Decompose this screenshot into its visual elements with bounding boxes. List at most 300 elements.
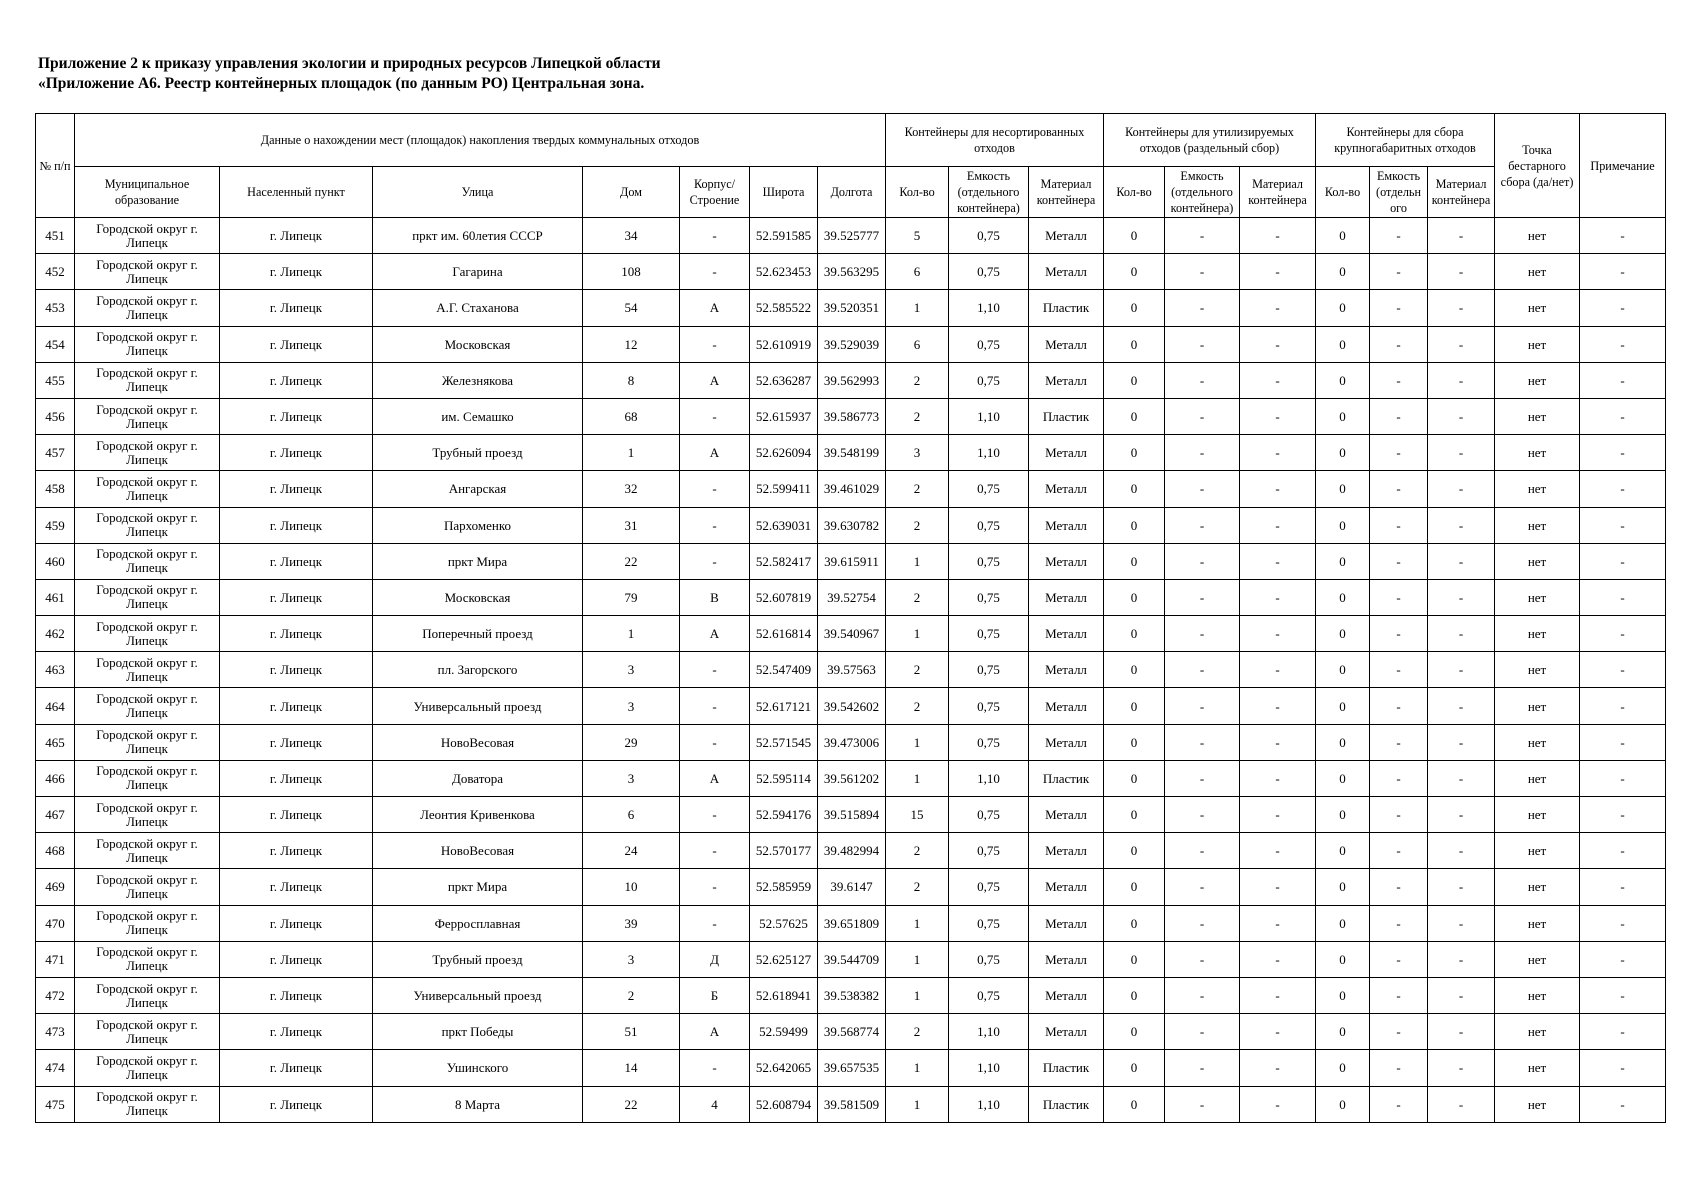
bagless-cell: нет	[1495, 1014, 1580, 1050]
settlement-cell: г. Липецк	[220, 543, 373, 579]
unsorted-capacity-cell: 1,10	[949, 398, 1029, 434]
recyclable-count-cell: 0	[1104, 833, 1165, 869]
table-row	[36, 1086, 1666, 1122]
bagless-cell: нет	[1495, 869, 1580, 905]
table-row	[36, 652, 1666, 688]
recyclable-count-cell: 0	[1104, 543, 1165, 579]
settlement-cell: г. Липецк	[220, 760, 373, 796]
building-cell: -	[680, 724, 750, 760]
unsorted-count-cell: 1	[886, 760, 949, 796]
bulky-capacity-cell: -	[1370, 543, 1428, 579]
col-group-bulky: Контейнеры для сбора крупногабаритных отходов	[1316, 114, 1495, 167]
note-cell: -	[1580, 254, 1666, 290]
unsorted-capacity-cell: 0,75	[949, 326, 1029, 362]
recyclable-capacity-cell: -	[1165, 652, 1240, 688]
col-header-recyclable-capacity: Емкость (отдельного контейнера)	[1165, 167, 1240, 218]
bulky-count-cell: 0	[1316, 1086, 1370, 1122]
street-cell: Ферросплавная	[373, 905, 583, 941]
recyclable-material-cell: -	[1240, 797, 1316, 833]
table-row	[36, 290, 1666, 326]
latitude-cell: 52.618941	[750, 977, 818, 1013]
longitude-cell: 39.538382	[818, 977, 886, 1013]
house-cell: 12	[583, 326, 680, 362]
bulky-capacity-cell: -	[1370, 616, 1428, 652]
bulky-count-cell: 0	[1316, 869, 1370, 905]
row-number: 467	[36, 797, 75, 833]
unsorted-count-cell: 6	[886, 326, 949, 362]
bulky-capacity-cell: -	[1370, 579, 1428, 615]
latitude-cell: 52.610919	[750, 326, 818, 362]
bulky-capacity-cell: -	[1370, 1014, 1428, 1050]
street-cell: Гагарина	[373, 254, 583, 290]
unsorted-capacity-cell: 0,75	[949, 218, 1029, 254]
building-cell: -	[680, 471, 750, 507]
table-row	[36, 905, 1666, 941]
latitude-cell: 52.585522	[750, 290, 818, 326]
settlement-cell: г. Липецк	[220, 977, 373, 1013]
unsorted-material-cell: Металл	[1029, 579, 1104, 615]
recyclable-count-cell: 0	[1104, 1086, 1165, 1122]
street-cell: пл. Загорского	[373, 652, 583, 688]
municipality-cell: Городской округ г. Липецк	[75, 1086, 220, 1122]
col-header-unsorted-capacity: Емкость (отдельного контейнера)	[949, 167, 1029, 218]
longitude-cell: 39.544709	[818, 941, 886, 977]
unsorted-material-cell: Металл	[1029, 435, 1104, 471]
longitude-cell: 39.548199	[818, 435, 886, 471]
note-cell: -	[1580, 652, 1666, 688]
latitude-cell: 52.571545	[750, 724, 818, 760]
house-cell: 22	[583, 543, 680, 579]
bulky-capacity-cell: -	[1370, 688, 1428, 724]
unsorted-count-cell: 2	[886, 507, 949, 543]
recyclable-count-cell: 0	[1104, 977, 1165, 1013]
settlement-cell: г. Липецк	[220, 398, 373, 434]
building-cell: А	[680, 290, 750, 326]
row-number: 469	[36, 869, 75, 905]
recyclable-capacity-cell: -	[1165, 905, 1240, 941]
bagless-cell: нет	[1495, 652, 1580, 688]
longitude-cell: 39.586773	[818, 398, 886, 434]
bagless-cell: нет	[1495, 290, 1580, 326]
unsorted-material-cell: Пластик	[1029, 1086, 1104, 1122]
note-cell: -	[1580, 797, 1666, 833]
bulky-count-cell: 0	[1316, 326, 1370, 362]
municipality-cell: Городской округ г. Липецк	[75, 507, 220, 543]
recyclable-material-cell: -	[1240, 760, 1316, 796]
municipality-cell: Городской округ г. Липецк	[75, 905, 220, 941]
bulky-capacity-cell: -	[1370, 218, 1428, 254]
table-row	[36, 760, 1666, 796]
col-header-street: Улица	[373, 167, 583, 218]
row-number: 455	[36, 362, 75, 398]
settlement-cell: г. Липецк	[220, 616, 373, 652]
row-number: 473	[36, 1014, 75, 1050]
table-row	[36, 977, 1666, 1013]
row-number: 471	[36, 941, 75, 977]
note-cell: -	[1580, 290, 1666, 326]
unsorted-count-cell: 1	[886, 1050, 949, 1086]
table-row	[36, 1050, 1666, 1086]
bulky-capacity-cell: -	[1370, 760, 1428, 796]
recyclable-material-cell: -	[1240, 616, 1316, 652]
recyclable-count-cell: 0	[1104, 797, 1165, 833]
bagless-cell: нет	[1495, 398, 1580, 434]
recyclable-material-cell: -	[1240, 579, 1316, 615]
unsorted-count-cell: 1	[886, 977, 949, 1013]
settlement-cell: г. Липецк	[220, 290, 373, 326]
bulky-count-cell: 0	[1316, 1014, 1370, 1050]
unsorted-count-cell: 2	[886, 688, 949, 724]
col-header-bagless: Точка бестарного сбора (да/нет)	[1495, 114, 1580, 218]
unsorted-material-cell: Металл	[1029, 724, 1104, 760]
table-row	[36, 218, 1666, 254]
house-cell: 1	[583, 616, 680, 652]
recyclable-material-cell: -	[1240, 362, 1316, 398]
street-cell: Трубный проезд	[373, 435, 583, 471]
building-cell: -	[680, 688, 750, 724]
col-header-note: Примечание	[1580, 114, 1666, 218]
note-cell: -	[1580, 905, 1666, 941]
longitude-cell: 39.57563	[818, 652, 886, 688]
longitude-cell: 39.562993	[818, 362, 886, 398]
col-header-recyclable-count: Кол-во	[1104, 167, 1165, 218]
col-header-unsorted-count: Кол-во	[886, 167, 949, 218]
longitude-cell: 39.520351	[818, 290, 886, 326]
bagless-cell: нет	[1495, 471, 1580, 507]
recyclable-count-cell: 0	[1104, 326, 1165, 362]
latitude-cell: 52.59499	[750, 1014, 818, 1050]
recyclable-count-cell: 0	[1104, 905, 1165, 941]
bagless-cell: нет	[1495, 760, 1580, 796]
municipality-cell: Городской округ г. Липецк	[75, 797, 220, 833]
recyclable-material-cell: -	[1240, 652, 1316, 688]
bulky-material-cell: -	[1428, 616, 1495, 652]
unsorted-material-cell: Пластик	[1029, 1050, 1104, 1086]
note-cell: -	[1580, 941, 1666, 977]
house-cell: 1	[583, 435, 680, 471]
unsorted-count-cell: 1	[886, 941, 949, 977]
bulky-material-cell: -	[1428, 290, 1495, 326]
bulky-capacity-cell: -	[1370, 254, 1428, 290]
unsorted-material-cell: Пластик	[1029, 290, 1104, 326]
settlement-cell: г. Липецк	[220, 254, 373, 290]
longitude-cell: 39.473006	[818, 724, 886, 760]
settlement-cell: г. Липецк	[220, 579, 373, 615]
longitude-cell: 39.482994	[818, 833, 886, 869]
bulky-count-cell: 0	[1316, 724, 1370, 760]
unsorted-capacity-cell: 0,75	[949, 977, 1029, 1013]
bulky-count-cell: 0	[1316, 1050, 1370, 1086]
row-number: 472	[36, 977, 75, 1013]
bulky-count-cell: 0	[1316, 543, 1370, 579]
house-cell: 39	[583, 905, 680, 941]
building-cell: -	[680, 398, 750, 434]
recyclable-material-cell: -	[1240, 398, 1316, 434]
recyclable-capacity-cell: -	[1165, 218, 1240, 254]
recyclable-material-cell: -	[1240, 218, 1316, 254]
bulky-capacity-cell: -	[1370, 326, 1428, 362]
row-number: 465	[36, 724, 75, 760]
settlement-cell: г. Липецк	[220, 507, 373, 543]
recyclable-material-cell: -	[1240, 435, 1316, 471]
bulky-material-cell: -	[1428, 218, 1495, 254]
note-cell: -	[1580, 688, 1666, 724]
unsorted-capacity-cell: 1,10	[949, 1086, 1029, 1122]
bulky-material-cell: -	[1428, 797, 1495, 833]
document-heading	[38, 54, 1638, 94]
settlement-cell: г. Липецк	[220, 797, 373, 833]
recyclable-material-cell: -	[1240, 326, 1316, 362]
house-cell: 3	[583, 688, 680, 724]
settlement-cell: г. Липецк	[220, 1014, 373, 1050]
street-cell: пркт Победы	[373, 1014, 583, 1050]
unsorted-material-cell: Металл	[1029, 977, 1104, 1013]
recyclable-material-cell: -	[1240, 724, 1316, 760]
house-cell: 68	[583, 398, 680, 434]
table-row	[36, 869, 1666, 905]
street-cell: Московская	[373, 579, 583, 615]
latitude-cell: 52.607819	[750, 579, 818, 615]
unsorted-material-cell: Металл	[1029, 507, 1104, 543]
bulky-count-cell: 0	[1316, 579, 1370, 615]
unsorted-capacity-cell: 0,75	[949, 905, 1029, 941]
recyclable-material-cell: -	[1240, 869, 1316, 905]
unsorted-count-cell: 2	[886, 1014, 949, 1050]
settlement-cell: г. Липецк	[220, 688, 373, 724]
recyclable-capacity-cell: -	[1165, 941, 1240, 977]
bagless-cell: нет	[1495, 905, 1580, 941]
recyclable-material-cell: -	[1240, 290, 1316, 326]
municipality-cell: Городской округ г. Липецк	[75, 254, 220, 290]
unsorted-material-cell: Металл	[1029, 254, 1104, 290]
note-cell: -	[1580, 616, 1666, 652]
table-row	[36, 254, 1666, 290]
bagless-cell: нет	[1495, 579, 1580, 615]
bulky-count-cell: 0	[1316, 797, 1370, 833]
col-header-unsorted-material: Материал контейнера	[1029, 167, 1104, 218]
house-cell: 10	[583, 869, 680, 905]
street-cell: НовоВесовая	[373, 724, 583, 760]
bagless-cell: нет	[1495, 688, 1580, 724]
bulky-material-cell: -	[1428, 760, 1495, 796]
longitude-cell: 39.657535	[818, 1050, 886, 1086]
unsorted-count-cell: 1	[886, 1086, 949, 1122]
recyclable-capacity-cell: -	[1165, 1014, 1240, 1050]
latitude-cell: 52.615937	[750, 398, 818, 434]
bulky-material-cell: -	[1428, 941, 1495, 977]
table-row	[36, 797, 1666, 833]
municipality-cell: Городской округ г. Липецк	[75, 471, 220, 507]
municipality-cell: Городской округ г. Липецк	[75, 362, 220, 398]
bulky-count-cell: 0	[1316, 254, 1370, 290]
bulky-capacity-cell: -	[1370, 290, 1428, 326]
street-cell: А.Г. Стаханова	[373, 290, 583, 326]
settlement-cell: г. Липецк	[220, 471, 373, 507]
recyclable-count-cell: 0	[1104, 760, 1165, 796]
latitude-cell: 52.582417	[750, 543, 818, 579]
settlement-cell: г. Липецк	[220, 869, 373, 905]
longitude-cell: 39.630782	[818, 507, 886, 543]
recyclable-material-cell: -	[1240, 688, 1316, 724]
col-header-house: Дом	[583, 167, 680, 218]
longitude-cell: 39.6147	[818, 869, 886, 905]
row-number: 451	[36, 218, 75, 254]
row-number: 454	[36, 326, 75, 362]
municipality-cell: Городской округ г. Липецк	[75, 290, 220, 326]
table-row	[36, 362, 1666, 398]
unsorted-capacity-cell: 1,10	[949, 760, 1029, 796]
building-cell: А	[680, 1014, 750, 1050]
row-number: 453	[36, 290, 75, 326]
row-number: 474	[36, 1050, 75, 1086]
recyclable-count-cell: 0	[1104, 579, 1165, 615]
bulky-material-cell: -	[1428, 435, 1495, 471]
recyclable-material-cell: -	[1240, 941, 1316, 977]
bulky-material-cell: -	[1428, 254, 1495, 290]
building-cell: 4	[680, 1086, 750, 1122]
unsorted-capacity-cell: 0,75	[949, 833, 1029, 869]
unsorted-capacity-cell: 1,10	[949, 435, 1029, 471]
bagless-cell: нет	[1495, 362, 1580, 398]
house-cell: 24	[583, 833, 680, 869]
bagless-cell: нет	[1495, 543, 1580, 579]
unsorted-capacity-cell: 0,75	[949, 797, 1029, 833]
latitude-cell: 52.636287	[750, 362, 818, 398]
row-number: 468	[36, 833, 75, 869]
street-cell: пркт им. 60летия СССР	[373, 218, 583, 254]
unsorted-material-cell: Металл	[1029, 1014, 1104, 1050]
table-row	[36, 1014, 1666, 1050]
row-number: 456	[36, 398, 75, 434]
table-row	[36, 724, 1666, 760]
note-cell: -	[1580, 1014, 1666, 1050]
unsorted-count-cell: 15	[886, 797, 949, 833]
recyclable-count-cell: 0	[1104, 254, 1165, 290]
row-number: 463	[36, 652, 75, 688]
latitude-cell: 52.594176	[750, 797, 818, 833]
building-cell: -	[680, 797, 750, 833]
bagless-cell: нет	[1495, 724, 1580, 760]
table-row	[36, 507, 1666, 543]
house-cell: 2	[583, 977, 680, 1013]
latitude-cell: 52.547409	[750, 652, 818, 688]
recyclable-material-cell: -	[1240, 471, 1316, 507]
municipality-cell: Городской округ г. Липецк	[75, 1050, 220, 1086]
longitude-cell: 39.461029	[818, 471, 886, 507]
building-cell: А	[680, 435, 750, 471]
recyclable-capacity-cell: -	[1165, 290, 1240, 326]
house-cell: 3	[583, 941, 680, 977]
bulky-material-cell: -	[1428, 362, 1495, 398]
unsorted-capacity-cell: 0,75	[949, 579, 1029, 615]
street-cell: Пархоменко	[373, 507, 583, 543]
table-row	[36, 833, 1666, 869]
recyclable-capacity-cell: -	[1165, 1050, 1240, 1086]
bulky-capacity-cell: -	[1370, 507, 1428, 543]
unsorted-count-cell: 2	[886, 869, 949, 905]
building-cell: -	[680, 905, 750, 941]
unsorted-count-cell: 6	[886, 254, 949, 290]
bulky-count-cell: 0	[1316, 616, 1370, 652]
municipality-cell: Городской округ г. Липецк	[75, 977, 220, 1013]
recyclable-material-cell: -	[1240, 507, 1316, 543]
bulky-capacity-cell: -	[1370, 1050, 1428, 1086]
settlement-cell: г. Липецк	[220, 833, 373, 869]
longitude-cell: 39.515894	[818, 797, 886, 833]
recyclable-capacity-cell: -	[1165, 977, 1240, 1013]
latitude-cell: 52.642065	[750, 1050, 818, 1086]
unsorted-capacity-cell: 1,10	[949, 1014, 1029, 1050]
bulky-capacity-cell: -	[1370, 1086, 1428, 1122]
bagless-cell: нет	[1495, 1050, 1580, 1086]
note-cell: -	[1580, 543, 1666, 579]
bulky-material-cell: -	[1428, 1086, 1495, 1122]
municipality-cell: Городской округ г. Липецк	[75, 1014, 220, 1050]
longitude-cell: 39.540967	[818, 616, 886, 652]
bagless-cell: нет	[1495, 326, 1580, 362]
col-header-settlement: Населенный пункт	[220, 167, 373, 218]
unsorted-count-cell: 2	[886, 579, 949, 615]
bulky-capacity-cell: -	[1370, 724, 1428, 760]
note-cell: -	[1580, 1086, 1666, 1122]
street-cell: Ангарская	[373, 471, 583, 507]
unsorted-material-cell: Металл	[1029, 362, 1104, 398]
bagless-cell: нет	[1495, 616, 1580, 652]
unsorted-capacity-cell: 1,10	[949, 290, 1029, 326]
building-cell: -	[680, 326, 750, 362]
row-number: 457	[36, 435, 75, 471]
unsorted-count-cell: 2	[886, 652, 949, 688]
recyclable-capacity-cell: -	[1165, 833, 1240, 869]
bagless-cell: нет	[1495, 833, 1580, 869]
recyclable-capacity-cell: -	[1165, 326, 1240, 362]
bulky-material-cell: -	[1428, 1014, 1495, 1050]
municipality-cell: Городской округ г. Липецк	[75, 435, 220, 471]
unsorted-material-cell: Металл	[1029, 471, 1104, 507]
recyclable-capacity-cell: -	[1165, 543, 1240, 579]
col-header-recyclable-material: Материал контейнера	[1240, 167, 1316, 218]
recyclable-capacity-cell: -	[1165, 760, 1240, 796]
unsorted-count-cell: 1	[886, 616, 949, 652]
unsorted-count-cell: 2	[886, 833, 949, 869]
municipality-cell: Городской округ г. Липецк	[75, 616, 220, 652]
settlement-cell: г. Липецк	[220, 905, 373, 941]
latitude-cell: 52.585959	[750, 869, 818, 905]
bulky-material-cell: -	[1428, 869, 1495, 905]
unsorted-material-cell: Металл	[1029, 616, 1104, 652]
bulky-material-cell: -	[1428, 326, 1495, 362]
recyclable-count-cell: 0	[1104, 218, 1165, 254]
street-cell: Железнякова	[373, 362, 583, 398]
note-cell: -	[1580, 1050, 1666, 1086]
street-cell: НовоВесовая	[373, 833, 583, 869]
table-row	[36, 941, 1666, 977]
street-cell: Ушинского	[373, 1050, 583, 1086]
unsorted-capacity-cell: 0,75	[949, 254, 1029, 290]
recyclable-material-cell: -	[1240, 254, 1316, 290]
building-cell: -	[680, 254, 750, 290]
recyclable-count-cell: 0	[1104, 941, 1165, 977]
house-cell: 14	[583, 1050, 680, 1086]
bulky-capacity-cell: -	[1370, 905, 1428, 941]
recyclable-material-cell: -	[1240, 543, 1316, 579]
building-cell: Д	[680, 941, 750, 977]
building-cell: В	[680, 579, 750, 615]
street-cell: Трубный проезд	[373, 941, 583, 977]
bulky-capacity-cell: -	[1370, 941, 1428, 977]
municipality-cell: Городской округ г. Липецк	[75, 326, 220, 362]
heading-line-2: «Приложение А6. Реестр контейнерных площадок (по данным РО) Центральная зона.	[38, 75, 645, 92]
